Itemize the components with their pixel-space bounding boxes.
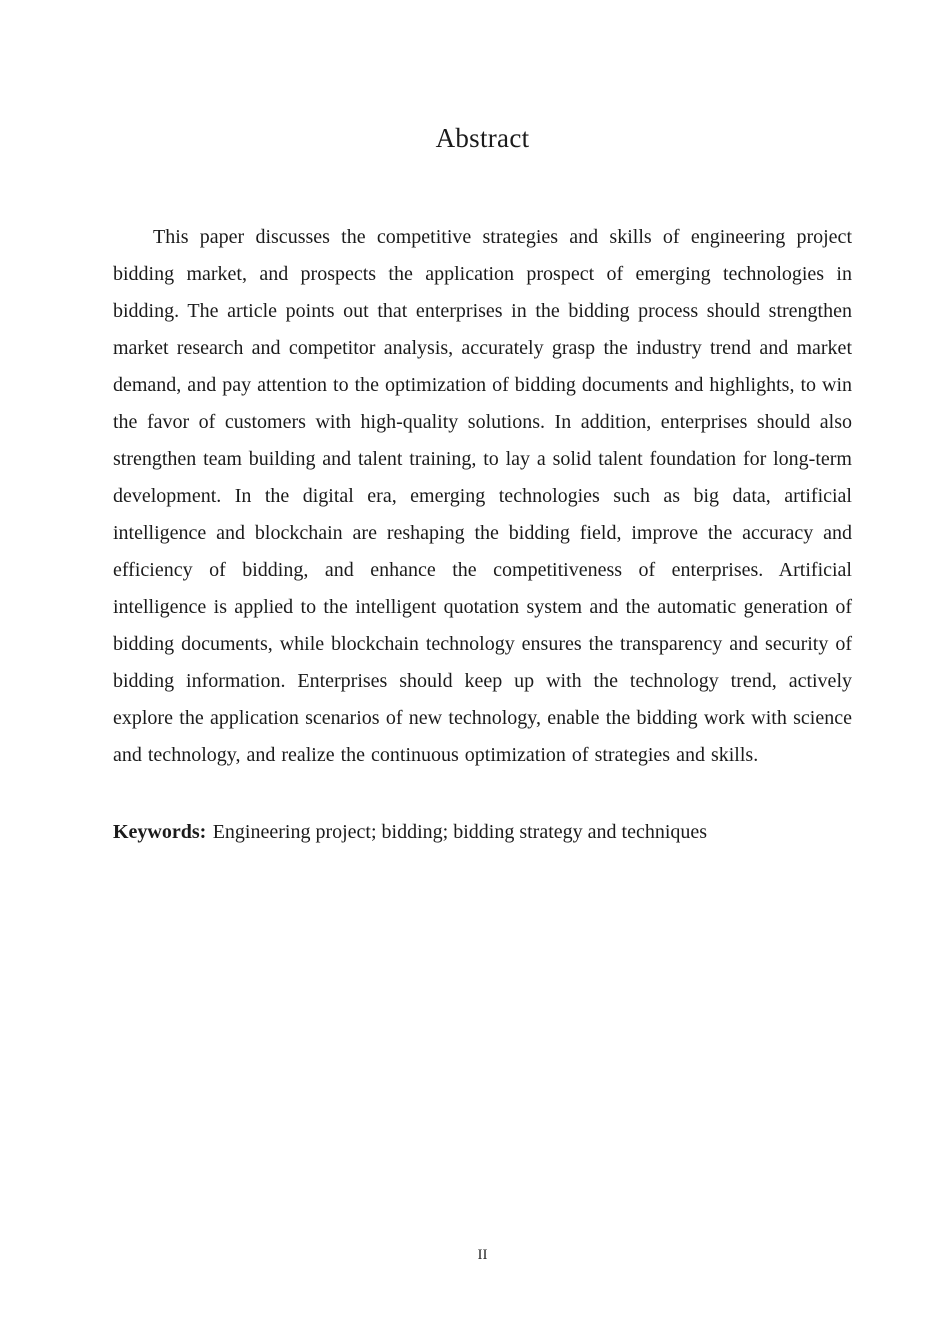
page-number: II: [477, 1247, 488, 1263]
keywords-value: Engineering project; bidding; bidding strategy and techniques: [212, 821, 708, 843]
page-title: Abstract: [435, 123, 530, 153]
page-content: [113, 0, 852, 851]
keywords-label: Keywords:: [113, 821, 207, 843]
keywords-line: [113, 814, 852, 851]
abstract-paragraph: This paper discusses the competitive strategies and skills of engineering project bidding market, and prospects the application prospect of emerging technologies in bidding. The article points out that enterprises in the bidding process should strengthen market research and competitor analysis, accurately grasp the industry trend and market demand, and pay attention to the optimization of bidding documents and highlights, to win the favor of customers with high-quality solutions. In addition, enterprises should also strengthen team building and talent training, to lay a solid talent foundation for long-term development. In the digital era, emerging technologies such as big data, artificial intelligence and blockchain are reshaping the bidding field, improve the accuracy and efficiency of bidding, and enhance the competitiveness of enterprises. Artificial intelligence is applied to the intelligent quotation system and the automatic generation of bidding documents, while blockchain technology ensures the transparency and security of bidding information. Enterprises should keep up with the technology trend, actively explore the application scenarios of new technology, enable the bidding work with science and technology, and realize the continuous optimization of strategies and skills.: [113, 226, 852, 766]
